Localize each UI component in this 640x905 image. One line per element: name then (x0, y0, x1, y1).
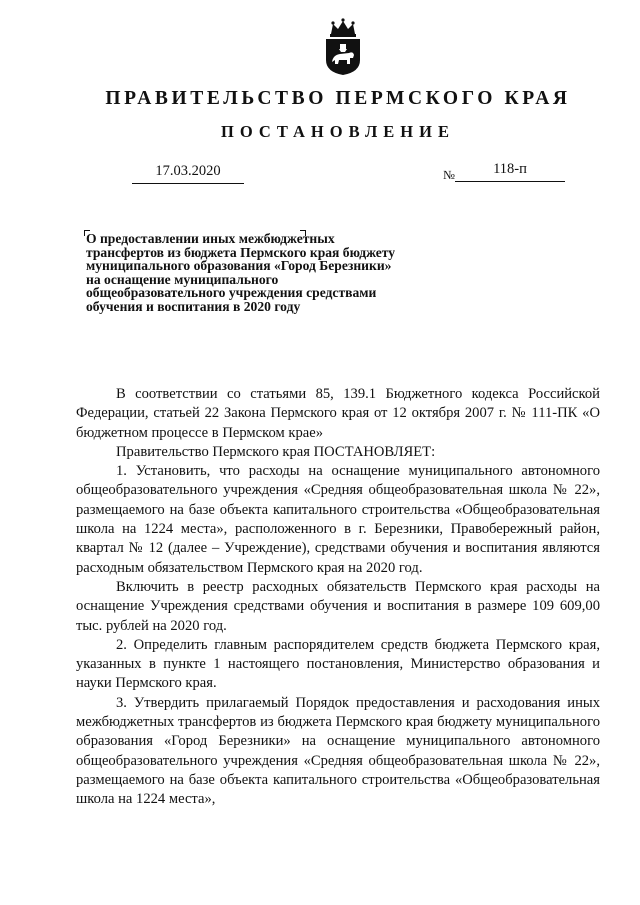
paragraph-item-3: 3. Утвердить прилагаемый Порядок предоставления и расходования иных межбюджетных трансфертов из бюджета Пермского края бюджету муниципального образования «Город Березники» на оснащение муниципального автономного общеобразовательного учреждения «Средняя общеобразовательная школа № 22», размещаемого на базе объекта капитального строительства «Общеобразовательная школа на 1224 места», (76, 694, 600, 808)
paragraph-item-2: 2. Определить главным распорядителем средств бюджета Пермского края, указанных в пункте 1 настоящего постановления, Министерство образования и науки Пермского края. (76, 636, 600, 692)
paragraph-item-1-registry: Включить в реестр расходных обязательств Пермского края расходы на оснащение Учреждения средствами обучения и воспитания в размере 109 609,00 тыс. рублей на 2020 год. (76, 578, 600, 634)
document-type: ПОСТАНОВЛЕНИЕ (221, 122, 455, 141)
document-subject: О предоставлении иных межбюджетных трансфертов из бюджета Пермского края бюджету муниципального образования «Город Березники» на оснащение муниципального общеобразовательного учреждения средствами обучения и воспитания в 2020 году (86, 231, 396, 314)
document-date: 17.03.2020 (132, 163, 244, 184)
paragraph-item-1: 1. Установить, что расходы на оснащение муниципального автономного общеобразовательного учреждения «Средняя общеобразовательная школа № 22», размещаемого на базе объекта капитального строительства «Общеобразовательная школа на 1224 места», расположенного в г. Березники, Правобережный район, квартал № 12 (далее – Учреждение), средствами обучения и воспитания являются расходным обязательством Пермского края на 2020 год. (76, 463, 600, 576)
paragraph-preamble: В соответствии со статьями 85, 139.1 Бюджетного кодекса Российской Федерации, статьей 22 Закона Пермского края от 12 октября 2007 г. № 111-ПК «О бюджетном процессе в Пермском крае» (76, 386, 600, 441)
government-title: ПРАВИТЕЛЬСТВО ПЕРМСКОГО КРАЯ (105, 88, 571, 109)
number-sign: № (443, 168, 455, 182)
paragraph-resolves: Правительство Пермского края ПОСТАНОВЛЯЕТ: (116, 443, 436, 460)
coat-of-arms-icon (323, 18, 363, 76)
document-body (76, 385, 600, 810)
document-number: 118-п (455, 161, 565, 182)
